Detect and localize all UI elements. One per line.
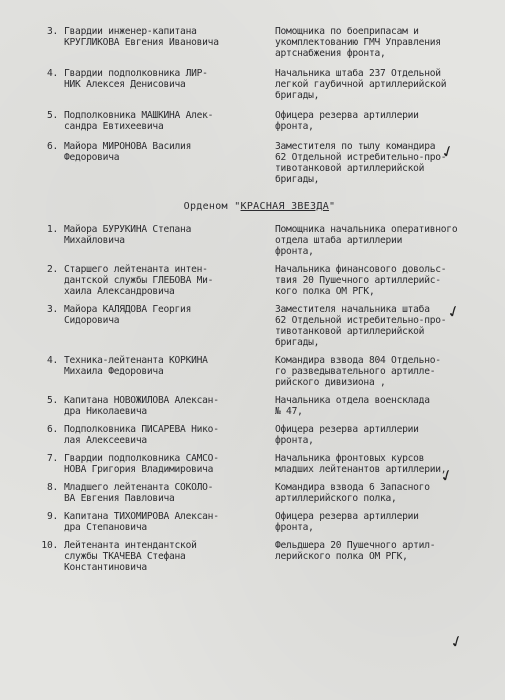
award-entry (28, 453, 491, 475)
name-line: Гвардии подполковника САМСО- (64, 453, 219, 464)
position-line: Начальника штаба 237 Отдельной (275, 68, 441, 79)
entry-number: 1. (46, 224, 58, 235)
position-line: младших лейтенантов артиллерии, (275, 464, 447, 475)
entry-position (269, 68, 491, 101)
position-line: Офицера резерва артиллерии (275, 511, 419, 522)
name-line: Капитана НОВОЖИЛОВА Алексан- (64, 395, 219, 406)
position-line: Офицера резерва артиллерии (275, 110, 419, 121)
position-line: фронта, (275, 522, 314, 533)
name-line: дра Николаевича (64, 406, 147, 417)
entry-rank-and-name (64, 224, 269, 257)
name-line: Константиновича (64, 562, 147, 573)
entry-number: 3. (46, 26, 58, 37)
name-line: Младшего лейтенанта СОКОЛО- (64, 482, 214, 493)
entry-position (269, 141, 491, 185)
award-entry (28, 304, 491, 348)
entry-number: 9. (46, 511, 58, 522)
name-line: Майора МИРОНОВА Василия (64, 141, 192, 152)
position-line: Начальника фронтовых курсов (275, 453, 425, 464)
position-line: фронта, (275, 246, 314, 257)
position-line: 62 Отдельной истребительно-про- (275, 315, 447, 326)
award-list-part-2 (28, 224, 491, 573)
order-title: КРАСНАЯ ЗВЕЗДА (240, 201, 330, 212)
award-entry (28, 540, 491, 573)
name-line: Майора КАЛЯДОВА Георгия (64, 304, 192, 315)
position-line: Помощника начальника оперативного (275, 224, 458, 235)
position-line: отдела штаба артиллерии (275, 235, 403, 246)
name-line: Сидоровича (64, 315, 120, 326)
entry-rank-and-name (64, 141, 269, 185)
position-line: Командира взвода 6 Запасного (275, 482, 430, 493)
position-line: тивотанковой артиллерийской (275, 326, 425, 337)
order-heading: Орденом "КРАСНАЯ ЗВЕЗДА" (183, 201, 336, 212)
position-line: Начальника финансового довольс- (275, 264, 447, 275)
name-line: Гвардии подполковника ЛИР- (64, 68, 208, 79)
position-line: бригады, (275, 337, 320, 348)
position-line: Заместителя начальника штаба (275, 304, 430, 315)
entry-rank-and-name (64, 26, 269, 59)
entry-position (269, 264, 491, 297)
name-line: Подполковника МАШКИНА Алек- (64, 110, 214, 121)
position-line: твия 20 Пушечного артиллерийс- (275, 275, 441, 286)
position-line: Начальника отдела военсклада (275, 395, 430, 406)
name-line: Лейтенанта интендантской (64, 540, 197, 551)
entry-number: 3. (46, 304, 58, 315)
entry-rank-and-name (64, 395, 269, 417)
name-line: Михаила Федоровича (64, 366, 164, 377)
position-line: Командира взвода 804 Отдельно- (275, 355, 441, 366)
award-entry (28, 511, 491, 533)
position-line: артснабжения фронта, (275, 48, 386, 59)
award-entry (28, 395, 491, 417)
position-line: легкой гаубичной артиллерийской (275, 79, 447, 90)
entry-number: 7. (46, 453, 58, 464)
position-line: артиллерийского полка, (275, 493, 397, 504)
position-line: фронта, (275, 435, 314, 446)
name-line: дра Степановича (64, 522, 147, 533)
position-line: лерийского полка ОМ РГК, (275, 551, 408, 562)
name-line: лая Алексеевича (64, 435, 147, 446)
position-line: укомплектованию ГМЧ Управления (275, 37, 441, 48)
entry-number: 6. (46, 141, 58, 152)
award-list (28, 26, 491, 573)
name-line: Майора БУРУКИНА Степана (64, 224, 192, 235)
position-line: Фельдшера 20 Пушечного артил- (275, 540, 436, 551)
handwritten-checkmark: ✓ (444, 300, 464, 323)
name-line: Гвардии инженер-капитана (64, 26, 197, 37)
name-line: дантской службы ГЛЕБОВА Ми- (64, 275, 214, 286)
position-line: го разведывательного артилле- (275, 366, 436, 377)
position-line: рийского дивизиона , (275, 377, 386, 388)
entry-rank-and-name (64, 540, 269, 573)
handwritten-checkmark: ✓ (437, 464, 457, 487)
name-line: ВА Евгения Павловича (64, 493, 175, 504)
award-entry (28, 26, 491, 59)
order-prefix: Орденом (183, 201, 228, 212)
award-entry (28, 264, 491, 297)
position-line: бригады, (275, 174, 320, 185)
award-entry (28, 110, 491, 132)
entry-rank-and-name (64, 424, 269, 446)
name-line: службы ТКАЧЕВА Стефана (64, 551, 186, 562)
name-line: НИК Алексея Денисовича (64, 79, 186, 90)
entry-number: 5. (46, 110, 58, 121)
name-line: КРУГЛИКОВА Евгения Ивановича (64, 37, 219, 48)
entry-position (269, 424, 491, 446)
entry-position (269, 224, 491, 257)
award-entry (28, 355, 491, 388)
name-line: Федоровича (64, 152, 120, 163)
position-line: Помощника по боеприпасам и (275, 26, 419, 37)
entry-position (269, 482, 491, 504)
position-line: № 47, (275, 406, 303, 417)
position-line: кого полка ОМ РГК, (275, 286, 375, 297)
award-entry (28, 141, 491, 185)
name-line: НОВА Григория Владимировича (64, 464, 214, 475)
handwritten-checkmark: ✓ (447, 630, 467, 653)
position-line: бригады, (275, 90, 320, 101)
entry-position (269, 110, 491, 132)
entry-number: 8. (46, 482, 58, 493)
handwritten-checkmark: ✓ (438, 140, 458, 163)
award-entry (28, 424, 491, 446)
entry-rank-and-name (64, 482, 269, 504)
position-line: фронта, (275, 121, 314, 132)
position-line: 62 Отдельной истребительно-про- (275, 152, 447, 163)
entry-rank-and-name (64, 110, 269, 132)
award-entry (28, 224, 491, 257)
name-line: Подполковника ПИСАРЕВА Нико- (64, 424, 219, 435)
entry-number: 6. (46, 424, 58, 435)
name-line: хаила Александровича (64, 286, 175, 297)
award-list-part-1 (28, 26, 491, 185)
position-line: Заместителя по тылу командира (275, 141, 436, 152)
entry-rank-and-name (64, 453, 269, 475)
position-line: тивотанковой артиллерийской (275, 163, 425, 174)
entry-number: 4. (46, 355, 58, 366)
entry-number: 10. (41, 540, 58, 551)
entry-rank-and-name (64, 304, 269, 348)
entry-rank-and-name (64, 511, 269, 533)
entry-number: 5. (46, 395, 58, 406)
name-line: Техника-лейтенанта КОРКИНА (64, 355, 208, 366)
entry-position (269, 355, 491, 388)
name-line: Капитана ТИХОМИРОВА Алексан- (64, 511, 219, 522)
name-line: Старшего лейтенанта интен- (64, 264, 208, 275)
entry-number: 2. (46, 264, 58, 275)
entry-rank-and-name (64, 68, 269, 101)
entry-rank-and-name (64, 355, 269, 388)
entry-position (269, 511, 491, 533)
award-entry (28, 68, 491, 101)
entry-position (269, 453, 491, 475)
entry-position (269, 540, 491, 573)
entry-number: 4. (46, 68, 58, 79)
position-line: Офицера резерва артиллерии (275, 424, 419, 435)
award-entry (28, 482, 491, 504)
entry-position (269, 26, 491, 59)
entry-rank-and-name (64, 264, 269, 297)
name-line: Михайловича (64, 235, 125, 246)
entry-position (269, 395, 491, 417)
name-line: сандра Евтихеевича (64, 121, 164, 132)
